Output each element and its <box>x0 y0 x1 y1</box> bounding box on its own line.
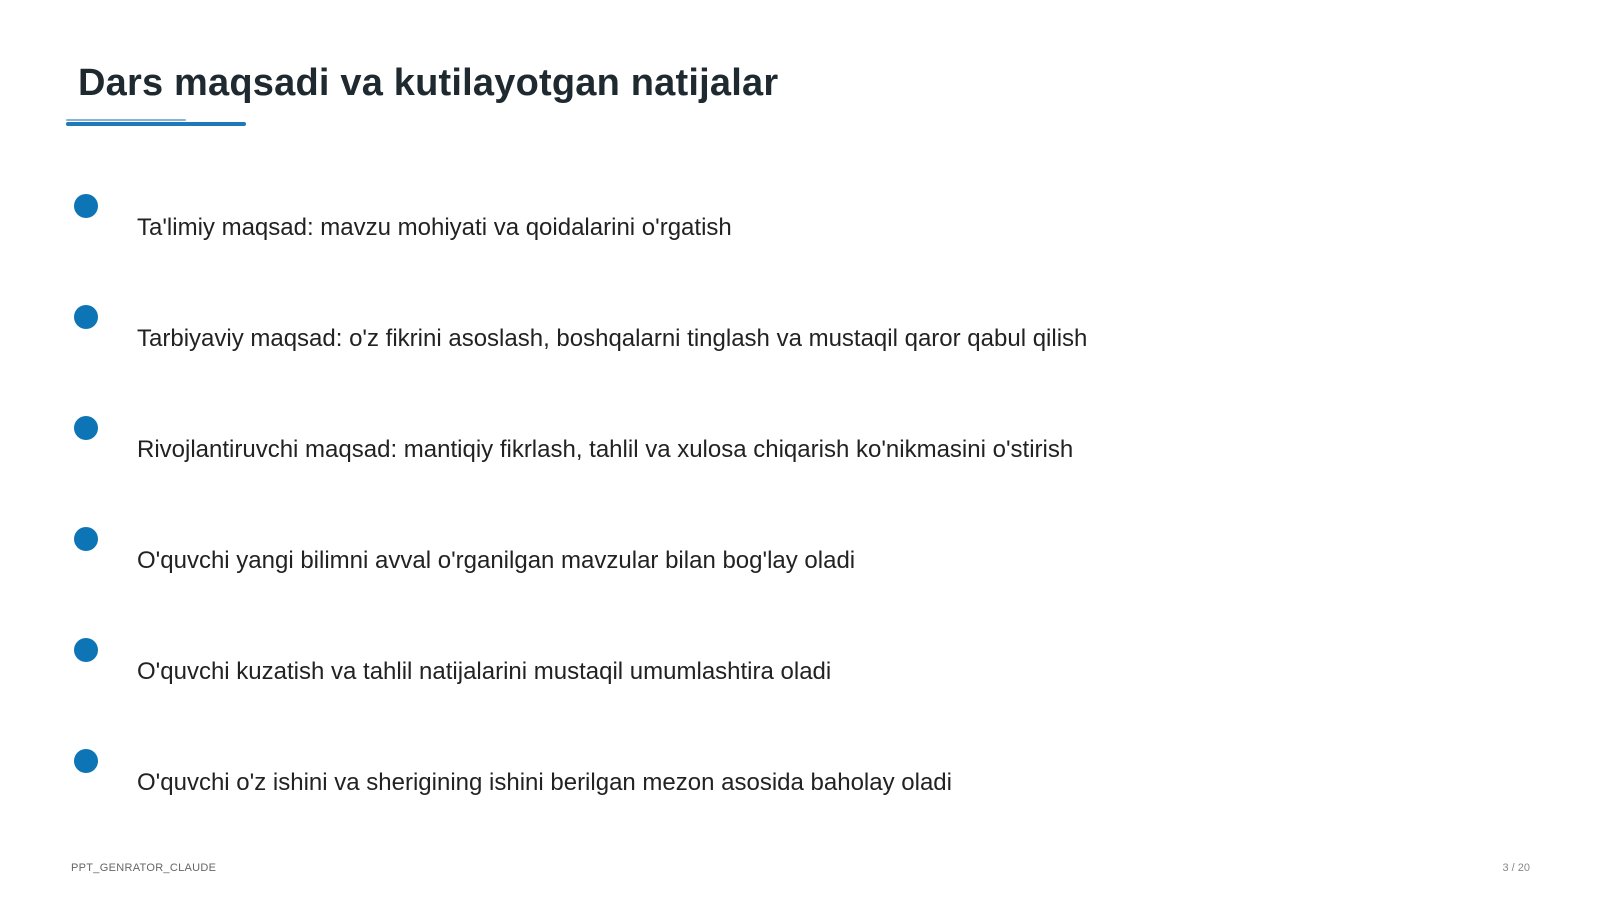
bullet-dot-icon <box>74 416 98 440</box>
bullet-item <box>0 749 1500 809</box>
bullet-dot-icon <box>74 527 98 551</box>
bullet-dot-icon <box>74 305 98 329</box>
bullet-item <box>0 527 1500 587</box>
bullet-dot-icon <box>74 638 98 662</box>
bullet-text: Rivojlantiruvchi maqsad: mantiqiy fikrlash, tahlil va xulosa chiqarish ko'nikmasini o'stirish <box>137 436 1074 463</box>
bullet-text: O'quvchi kuzatish va tahlil natijalarini mustaqil umumlashtira oladi <box>137 658 832 685</box>
bullet-item <box>0 638 1500 698</box>
bullet-text: Tarbiyaviy maqsad: o'z fikrini asoslash, boshqalarni tinglash va mustaqil qaror qabul qilish <box>137 325 1088 352</box>
bullet-dot-icon <box>74 194 98 218</box>
bullet-text: Ta'limiy maqsad: mavzu mohiyati va qoidalarini o'rgatish <box>137 214 732 241</box>
bullet-text: O'quvchi o'z ishini va sherigining ishini berilgan mezon asosida baholay oladi <box>137 769 952 796</box>
bullet-item <box>0 416 1500 476</box>
slide-title: Dars maqsadi va kutilayotgan natijalar <box>78 62 779 104</box>
bullet-dot-icon <box>74 749 98 773</box>
bullet-item <box>0 194 1500 254</box>
bullet-item <box>0 305 1500 365</box>
bullet-text: O'quvchi yangi bilimni avval o'rganilgan mavzular bilan bog'lay oladi <box>137 547 856 574</box>
page-indicator: 3 / 20 <box>1502 862 1530 874</box>
footer-source: PPT_GENRATOR_CLAUDE <box>71 862 217 874</box>
